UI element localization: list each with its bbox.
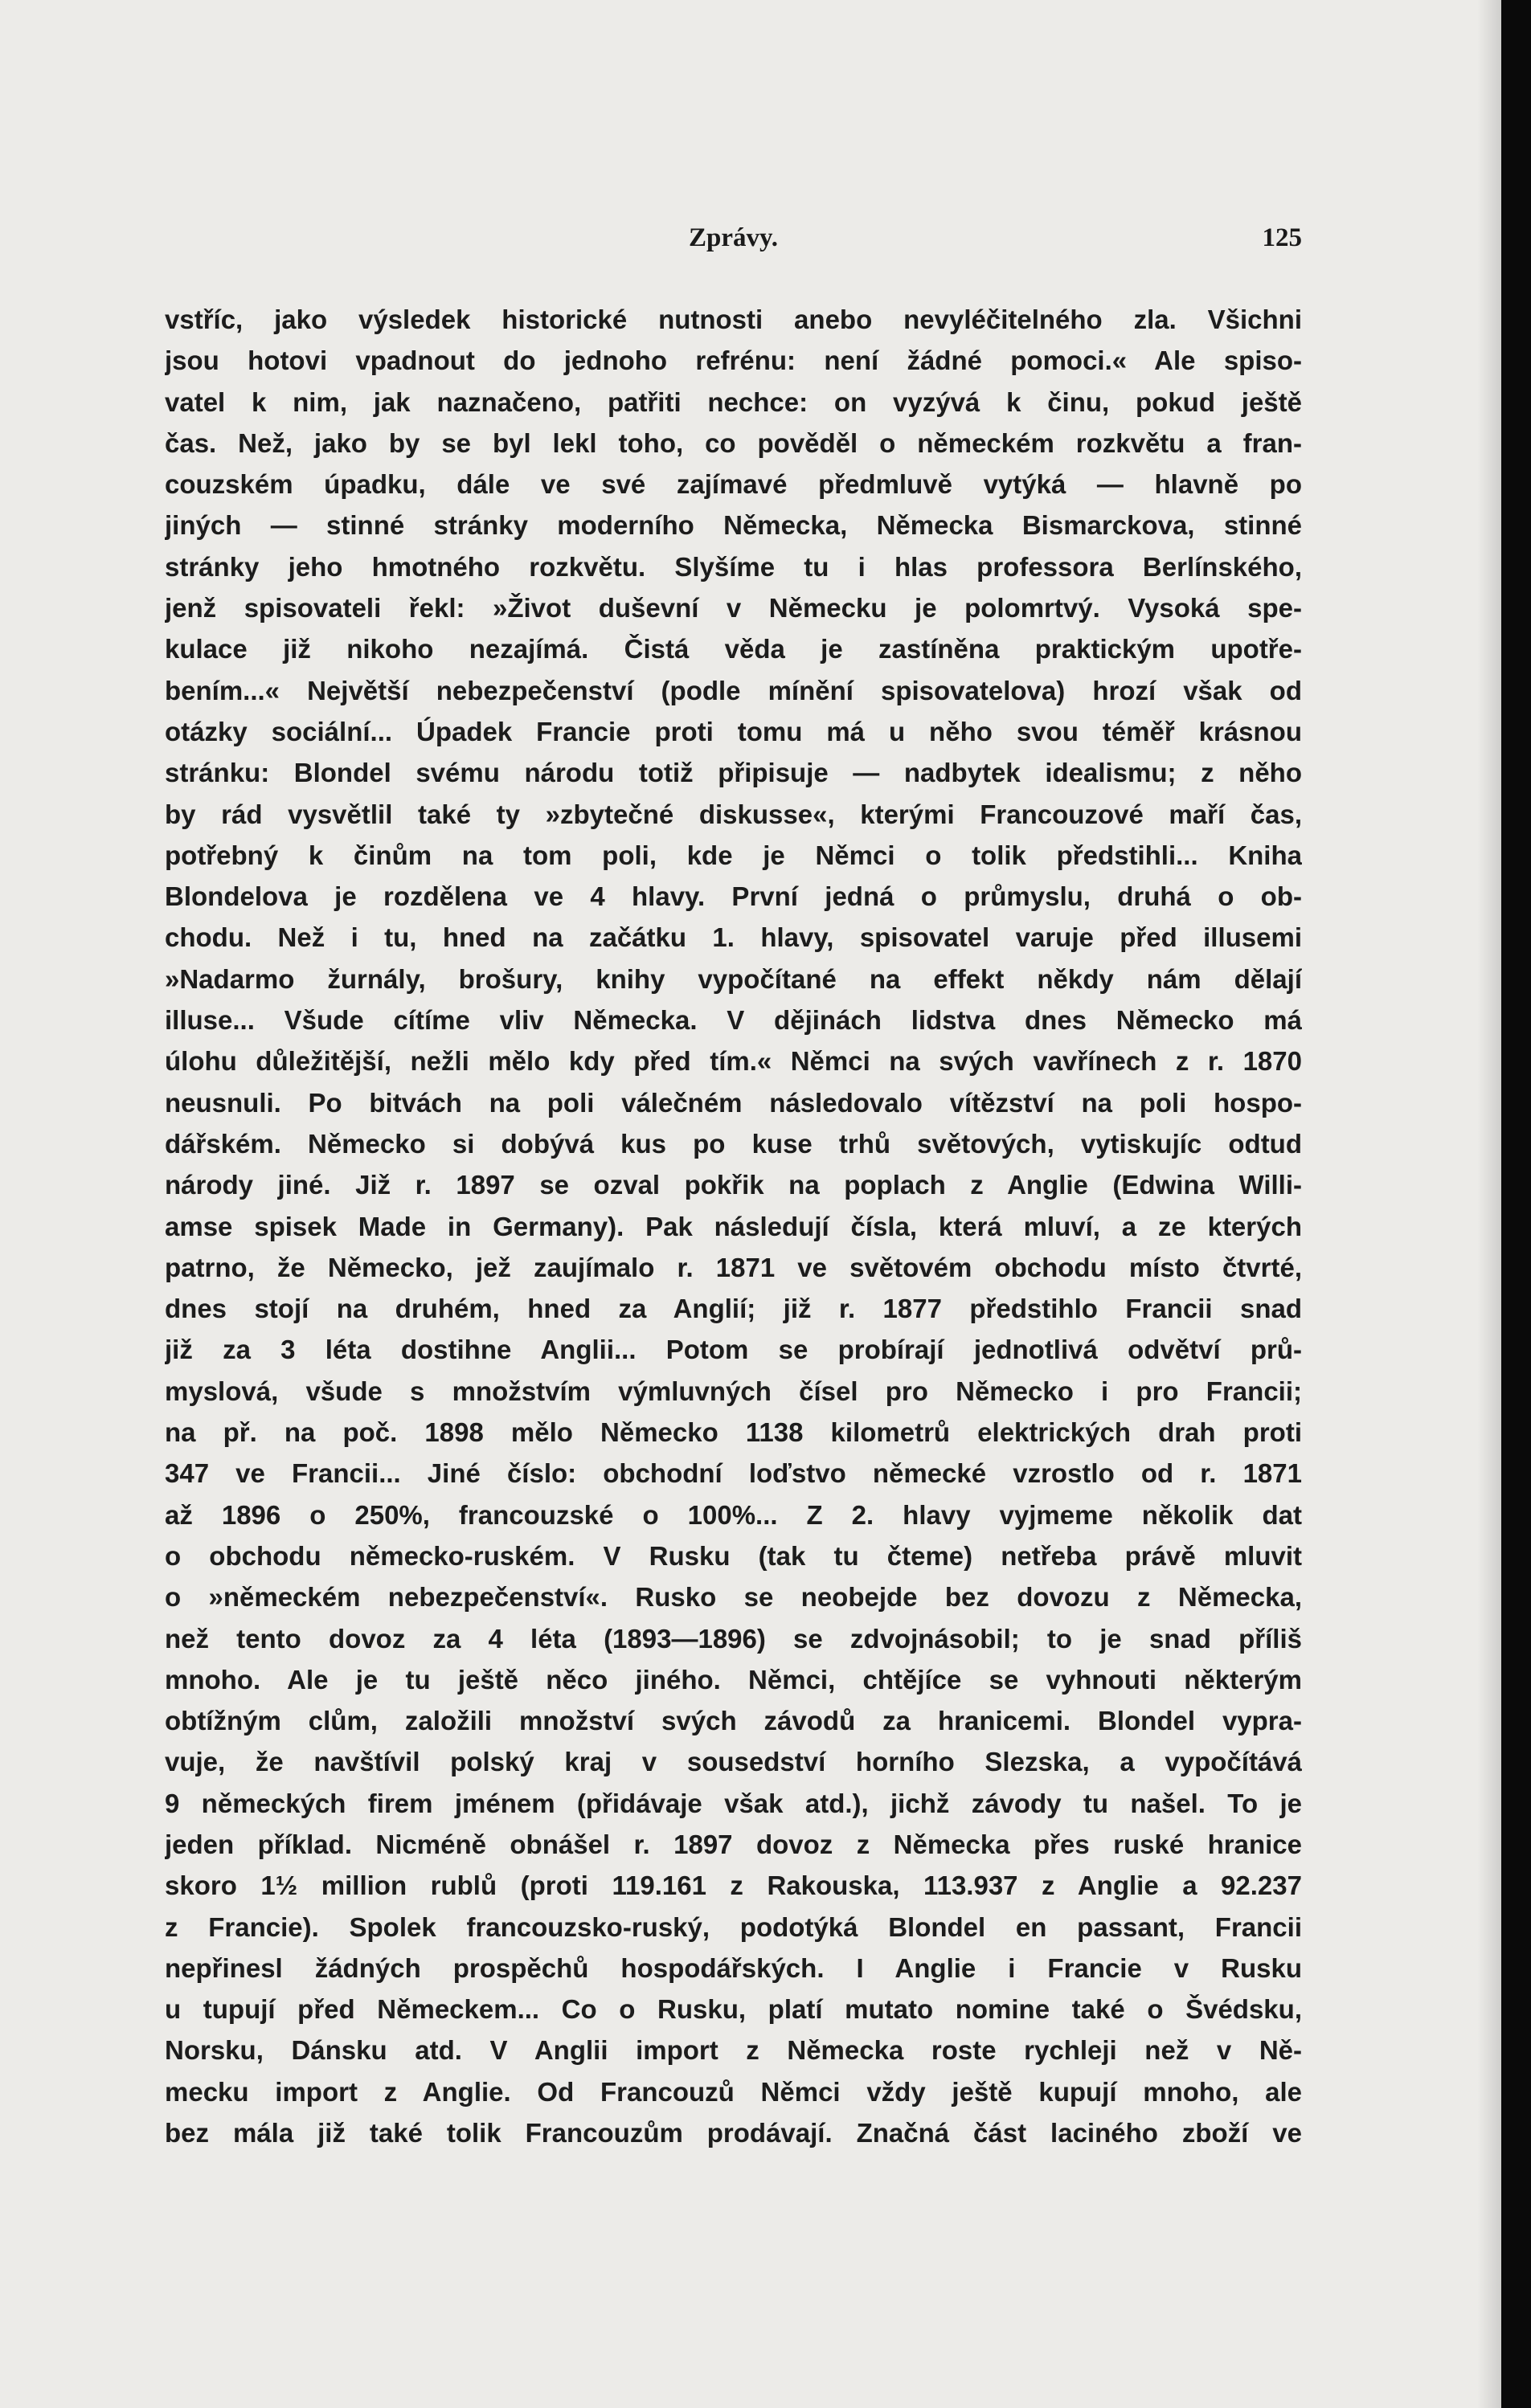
text-line: u tupují před Německem... Co o Rusku, platí mutato nomine také o Švédsku, [165,1994,1302,2025]
text-line: amse spisek Made in Germany). Pak následují čísla, která mluví, a ze kterých [165,1211,1302,1241]
text-line: úlohu důležitější, nežli mělo kdy před tím.« Němci na svých vavřínech z r. 1870 [165,1046,1302,1077]
text-line: vstříc, jako výsledek historické nutnosti anebo nevyléčitelného zla. Všichni [165,305,1302,334]
text-line: z Francie). Spolek francouzsko-ruský, podotýká Blondel en passant, Francii [165,1911,1302,1942]
text-line: jiných — stinné stránky moderního Německa, Německa Bismarckova, stinné [165,510,1302,541]
text-line: kulace již nikoho nezajímá. Čistá věda je zastíněna praktickým upotře- [165,634,1302,664]
text-line: bením...« Největší nebezpečenství (podle mínění spisovatelova) hrozí však od [165,675,1302,705]
text-line: jenž spisovateli řekl: »Život duševní v Německu je polomrtvý. Vysoká spe- [165,593,1302,623]
text-line: Blondelova je rozdělena ve 4 hlavy. První jedná o průmyslu, druhá o ob- [165,881,1302,912]
text-line: obtížným clům, založili množství svých závodů za hranicemi. Blondel vypra- [165,1706,1302,1736]
text-line: by rád vysvětlil také ty »zbytečné diskusse«, kterými Francouzové maří čas, [165,799,1302,829]
text-line: potřebný k činům na tom poli, kde je Němci o tolik předstihli... Kniha [165,840,1302,870]
text-line: jsou hotovi vpadnout do jednoho refrénu: není žádné pomoci.« Ale spiso- [165,345,1302,376]
body-text [165,299,1302,2153]
text-line: na př. na poč. 1898 mělo Německo 1138 kilometrů elektrických drah proti [165,1417,1302,1448]
text-line: neusnuli. Po bitvách na poli válečném následovalo vítězství na poli hospo- [165,1087,1302,1118]
text-line: nepřinesl žádných prospěchů hospodářských. I Anglie i Francie v Rusku [165,1952,1302,1983]
running-title: Zprávy. [689,223,778,252]
text-line: illuse... Všude cítíme vliv Německa. V dějinách lidstva dnes Německo má [165,1005,1302,1036]
text-line: vuje, že navštívil polský kraj v sousedství horního Slezska, a vypočítává [165,1747,1302,1777]
text-line: vatel k nim, jak naznačeno, patřiti nechce: on vyzývá k činu, pokud ještě [165,386,1302,417]
text-line: couzském úpadku, dále ve své zajímavé předmluvě vytýká — hlavně po [165,469,1302,500]
text-line: 9 německých firem jménem (přidávaje však atd.), jichž závody tu našel. To je [165,1788,1302,1818]
text-line: jeden příklad. Nicméně obnášel r. 1897 dovoz z Německa přes ruské hranice [165,1829,1302,1859]
text-line: skoro 1½ million rublů (proti 119.161 z Rakouska, 113.937 z Anglie a 92.237 [165,1870,1302,1901]
text-line: mecku import z Anglie. Od Francouzů Němci vždy ještě kupují mnoho, ale [165,2076,1302,2107]
text-line: národy jiné. Již r. 1897 se ozval pokřik na poplach z Anglie (Edwina Willi- [165,1170,1302,1200]
text-line: myslová, všude s množstvím výmluvných čísel pro Německo i pro Francii; [165,1376,1302,1406]
text-line: otázky sociální... Úpadek Francie proti tomu má u něho svou téměř krásnou [165,716,1302,746]
text-line: chodu. Než i tu, hned na začátku 1. hlavy, spisovatel varuje před illusemi [165,922,1302,953]
text-line: již za 3 léta dostihne Anglii... Potom se probírají jednotlivá odvětví prů- [165,1335,1302,1365]
text-line: čas. Než, jako by se byl lekl toho, co pověděl o německém rozkvětu a fran- [165,427,1302,458]
text-line: o obchodu německo-ruském. V Rusku (tak tu čteme) netřeba právě mluvit [165,1540,1302,1571]
text-line: bez mála již také tolik Francouzům prodávají. Značná část laciného zboží ve [165,2118,1302,2148]
text-line: Norsku, Dánsku atd. V Anglii import z Německa roste rychleji než v Ně- [165,2035,1302,2066]
text-line: stránku: Blondel svému národu totiž připisuje — nadbytek idealismu; z něho [165,758,1302,788]
text-line: stránky jeho hmotného rozkvětu. Slyšíme tu i hlas professora Berlínského, [165,551,1302,582]
text-line: o »německém nebezpečenství«. Rusko se neobejde bez dovozu z Německa, [165,1582,1302,1613]
text-line: dářském. Německo si dobývá kus po kuse trhů světových, vytiskujíc odtud [165,1128,1302,1159]
text-line: »Nadarmo žurnály, brošury, knihy vypočítané na effekt někdy nám dělají [165,963,1302,994]
text-line: patrno, že Německo, jež zaujímalo r. 1871 ve světovém obchodu místo čtvrté, [165,1252,1302,1282]
text-line: než tento dovoz za 4 léta (1893—1896) se zdvojnásobil; to je snad příliš [165,1623,1302,1654]
text-line: dnes stojí na druhém, hned za Anglií; již r. 1877 předstihlo Francii snad [165,1294,1302,1324]
text-line: 347 ve Francii... Jiné číslo: obchodní loďstvo německé vzrostlo od r. 1871 [165,1458,1302,1489]
page-number: 125 [1262,223,1302,252]
page-header [165,223,1302,264]
text-line: až 1896 o 250%, francouzské o 100%... Z 2. hlavy vyjmeme několik dat [165,1499,1302,1530]
text-line: mnoho. Ale je tu ještě něco jiného. Němci, chtějíce se vyhnouti některým [165,1664,1302,1695]
